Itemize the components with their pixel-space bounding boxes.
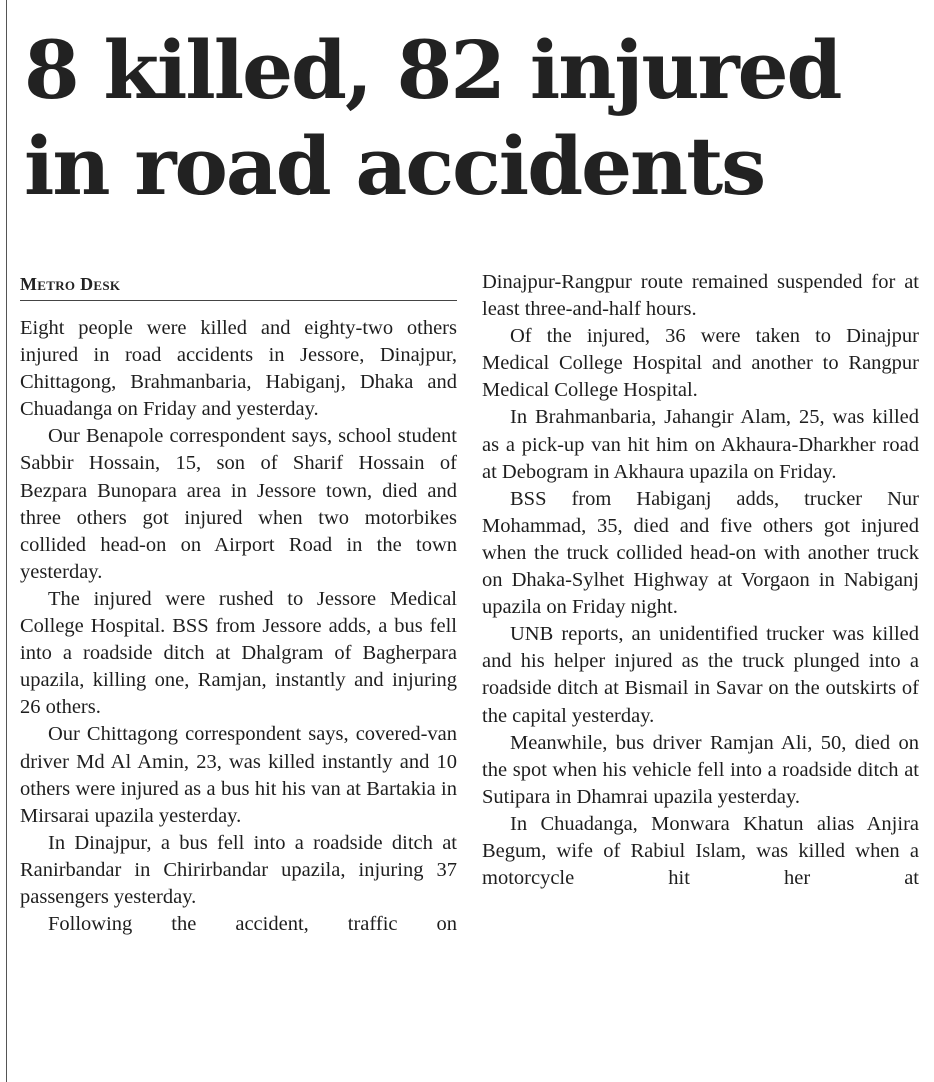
article-paragraph: UNB reports, an unidentified trucker was killed and his helper injured as the truck plunged into a roadside ditch at Bismail in Savar on the outskirts of the capital yesterday. [482,623,919,727]
byline: Metro Desk [20,270,457,301]
headline [24,22,924,214]
article-paragraph: In Chuadanga, Monwara Khatun alias Anjira Begum, wife of Rabiul Islam, was killed when a motorcycle hit her at [482,812,919,890]
article-paragraph: Meanwhile, bus driver Ramjan Ali, 50, died on the spot when his vehicle fell into a roadside ditch at Sutipara in Dhamrai upazila yesterday. [482,731,919,808]
column-rule [6,0,7,1082]
article-paragraph: In Dinajpur, a bus fell into a roadside ditch at Ranirbandar in Chirirbandar upazila, injuring 37 passengers yesterday. [20,831,457,908]
headline-line-2: in road accidents [24,119,765,213]
article-column-right [482,269,919,892]
article-paragraph: Eight people were killed and eighty-two others injured in road accidents in Jessore, Dinajpur, Chittagong, Brahmanbaria, Habiganj, Dhaka and Chuadanga on Friday and yesterday. [20,317,457,421]
article-paragraph: Our Benapole correspondent says, school student Sabbir Hossain, 15, son of Sharif Hossain of Bezpara Bunopara area in Jessore town, died and three others got injured when two motorbikes collided head-on on Airport Road in the town yesterday. [20,425,457,583]
article-paragraph: Of the injured, 36 were taken to Dinajpur Medical College Hospital and another to Rangpur Medical College Hospital. [482,325,919,402]
article-paragraph: In Brahmanbaria, Jahangir Alam, 25, was killed as a pick-up van hit him on Akhaura-Dharkher road at Debogram in Akhaura upazila on Friday. [482,406,919,483]
article-paragraph: Following the accident, traffic on [48,913,457,936]
article-paragraph: BSS from Habiganj adds, trucker Nur Mohammad, 35, died and five others got injured when the truck collided head-on with another truck on Dhaka-Sylhet Highway at Vorgaon in Nabiganj upazila on Friday night. [482,487,919,619]
headline-line-1: 8 killed, 82 injured [24,23,841,117]
article-paragraph: The injured were rushed to Jessore Medical College Hospital. BSS from Jessore adds, a bus fell into a roadside ditch at Dhalgram of Bagherpara upazila, killing one, Ramjan, instantly and injuring 26 others. [20,587,457,719]
article-column-left [20,270,457,938]
article-paragraph: Dinajpur-Rangpur route remained suspended for at least three-and-half hours. [482,271,919,321]
article-paragraph: Our Chittagong correspondent says, covered-van driver Md Al Amin, 23, was killed instantly and 10 others were injured as a bus hit his van at Bartakia in Mirsarai upazila yesterday. [20,723,457,827]
